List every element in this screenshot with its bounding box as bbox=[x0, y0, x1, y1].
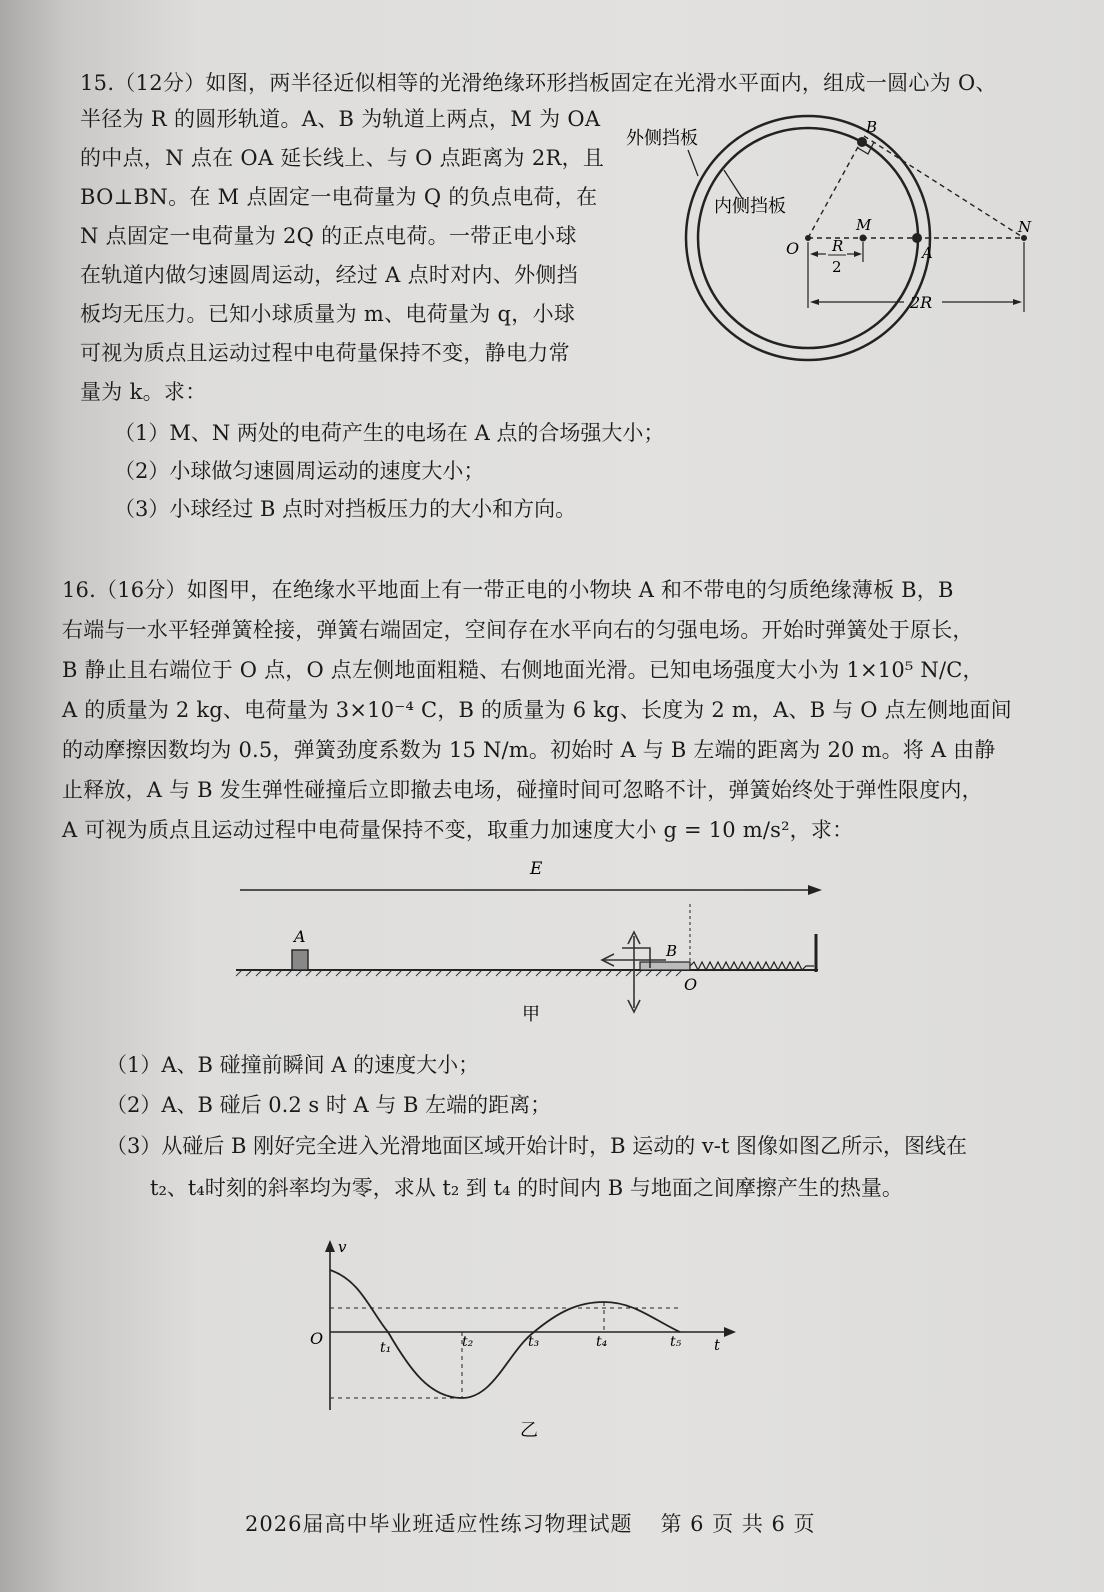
ball-at-B bbox=[857, 137, 867, 147]
q15-circle-figure bbox=[620, 112, 1060, 372]
label-t2: t₂ bbox=[462, 1334, 474, 1350]
q15-line-8: 可视为质点且运动过程中电荷量保持不变，静电力常 bbox=[80, 341, 570, 365]
vt-curve bbox=[330, 1270, 680, 1398]
dim-R-den: 2 bbox=[832, 258, 842, 276]
footer-page-number: 第 6 页 共 6 页 bbox=[660, 1512, 816, 1536]
line-BN bbox=[864, 136, 1024, 238]
field-E-label: E bbox=[530, 859, 543, 879]
label-M: M bbox=[856, 216, 872, 234]
label-O: O bbox=[786, 239, 800, 258]
label-t: t bbox=[714, 1336, 721, 1354]
q16-figure-jia bbox=[230, 856, 840, 1030]
spring bbox=[690, 962, 814, 970]
label-N: N bbox=[1018, 218, 1032, 236]
label-t4: t₄ bbox=[596, 1334, 608, 1350]
caption-jia: 甲 bbox=[522, 1004, 540, 1025]
q16-sub-3: （3）从碰后 B 刚好完全进入光滑地面区域开始计时，B 运动的 v-t 图像如图乙所示，图线在 bbox=[106, 1134, 967, 1158]
point-M bbox=[860, 235, 867, 242]
q15-sub-2: （2）小球做匀速圆周运动的速度大小； bbox=[114, 459, 485, 483]
page-footer bbox=[245, 1508, 816, 1538]
q16-sub-3-cont: t₂、t₄时刻的斜率均为零，求从 t₂ 到 t₄ 的时间内 B 与地面之间摩擦产生的热量。 bbox=[150, 1176, 903, 1200]
inner-baffle-label: 内侧挡板 bbox=[714, 196, 786, 217]
label-t1: t₁ bbox=[380, 1340, 392, 1356]
q16-line-3: B 静止且右端位于 O 点，O 点左侧地面粗糙、右侧地面光滑。已知电场强度大小为 1×10⁵ N/C， bbox=[62, 658, 984, 682]
point-A-ball bbox=[912, 233, 922, 243]
label-origin: O bbox=[310, 1329, 324, 1348]
plate-B bbox=[640, 962, 690, 970]
q16-line-5: 的动摩擦因数均为 0.5，弹簧劲度系数为 15 N/m。初始时 A 与 B 左端的距离为 20 m。将 A 由静 bbox=[62, 738, 996, 762]
q16-line-6: 止释放，A 与 B 发生弹性碰撞后立即撤去电场，碰撞时间可忽略不计，弹簧始终处于弹性限度内， bbox=[62, 778, 983, 802]
label-t5: t₅ bbox=[670, 1334, 682, 1350]
q16-line-1: 16.（16分）如图甲，在绝缘水平地面上有一带正电的小物块 A 和不带电的匀质绝缘薄板 B，B bbox=[62, 578, 954, 602]
block-A bbox=[292, 950, 308, 970]
q16-line-7: A 可视为质点且运动过程中电荷量保持不变，取重力加速度大小 g = 10 m/s²，求： bbox=[62, 818, 854, 842]
label-B: B bbox=[666, 942, 678, 960]
q15-line-2: 半径为 R 的圆形轨道。A、B 为轨道上两点，M 为 OA bbox=[80, 107, 601, 131]
dim-R-num: R bbox=[832, 237, 844, 255]
outer-baffle-label: 外侧挡板 bbox=[626, 128, 698, 149]
dim-2R: 2R bbox=[910, 293, 933, 312]
label-A: A bbox=[922, 244, 933, 262]
q15-sub-3: （3）小球经过 B 点时对挡板压力的大小和方向。 bbox=[114, 497, 577, 521]
q15-line-4: BO⊥BN。在 M 点固定一电荷量为 Q 的负点电荷，在 bbox=[80, 185, 598, 209]
q15-line-6: 在轨道内做匀速圆周运动，经过 A 点时对内、外侧挡 bbox=[80, 263, 579, 287]
label-v: v bbox=[338, 1240, 347, 1256]
q16-figure-yi bbox=[300, 1240, 750, 1450]
q16-sub-2: （2）A、B 碰后 0.2 s 时 A 与 B 左端的距离； bbox=[106, 1093, 552, 1117]
label-t3: t₃ bbox=[528, 1334, 540, 1350]
q15-line-1: 15.（12分）如图，两半径近似相等的光滑绝缘环形挡板固定在光滑水平面内，组成一圆心为 O、 bbox=[80, 71, 997, 95]
label-O: O bbox=[684, 975, 698, 994]
label-B: B bbox=[866, 118, 878, 136]
q15-sub-1: （1）M、N 两处的电荷产生的电场在 A 点的合场强大小； bbox=[114, 421, 665, 445]
caption-yi: 乙 bbox=[520, 1420, 538, 1441]
label-A: A bbox=[294, 927, 306, 946]
q16-line-2: 右端与一水平轻弹簧栓接，弹簧右端固定，空间存在水平向右的匀强电场。开始时弹簧处于原长， bbox=[62, 618, 974, 642]
q15-line-5: N 点固定一电荷量为 2Q 的正点电荷。一带正电小球 bbox=[80, 224, 577, 248]
q15-line-3: 的中点，N 点在 OA 延长线上、与 O 点距离为 2R，且 bbox=[80, 146, 605, 170]
q16-line-4: A 的质量为 2 kg、电荷量为 3×10⁻⁴ C，B 的质量为 6 kg、长度为 2 m，A、B 与 O 点左侧地面间 bbox=[62, 698, 1012, 722]
q16-sub-1: （1）A、B 碰撞前瞬间 A 的速度大小； bbox=[106, 1053, 480, 1077]
footer-title: 2026届高中毕业班适应性练习物理试题 bbox=[245, 1512, 633, 1536]
q15-line-9: 量为 k。求： bbox=[80, 380, 207, 404]
q15-line-7: 板均无压力。已知小球质量为 m、电荷量为 q，小球 bbox=[80, 302, 576, 326]
